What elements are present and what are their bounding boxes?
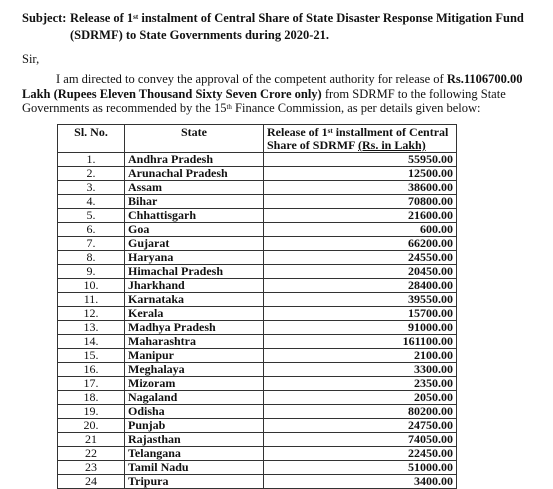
cell-sl-no: 2. [58, 167, 125, 181]
cell-amount: 2050.00 [264, 391, 457, 405]
header-release-sup: st [327, 127, 333, 135]
cell-sl-no: 7. [58, 237, 125, 251]
cell-state: Tripura [125, 475, 264, 489]
header-state: State [125, 125, 264, 153]
cell-amount: 51000.00 [264, 461, 457, 475]
table-row [58, 153, 457, 167]
cell-sl-no: 15. [58, 349, 125, 363]
table-row [58, 433, 457, 447]
cell-state: Bihar [125, 195, 264, 209]
table-row [58, 307, 457, 321]
subject-text [70, 10, 540, 44]
cell-state: Maharashtra [125, 335, 264, 349]
cell-amount: 28400.00 [264, 279, 457, 293]
cell-sl-no: 3. [58, 181, 125, 195]
cell-amount: 38600.00 [264, 181, 457, 195]
cell-amount: 600.00 [264, 223, 457, 237]
header-release-pre: Release of 1 [267, 125, 328, 139]
cell-state: Punjab [125, 419, 264, 433]
cell-sl-no: 20. [58, 419, 125, 433]
table-row [58, 321, 457, 335]
cell-amount: 24750.00 [264, 419, 457, 433]
cell-amount: 70800.00 [264, 195, 457, 209]
cell-sl-no: 8. [58, 251, 125, 265]
table-row [58, 279, 457, 293]
cell-sl-no: 24 [58, 475, 125, 489]
table-row [58, 167, 457, 181]
cell-amount: 2100.00 [264, 349, 457, 363]
cell-sl-no: 17. [58, 377, 125, 391]
para-part-2: from SDRMF to the following State Governments as recommended by the 15 [22, 86, 506, 115]
header-release-post: installment of Central Share of SDRMF [267, 125, 449, 152]
cell-amount: 20450.00 [264, 265, 457, 279]
table-row [58, 293, 457, 307]
cell-state: Manipur [125, 349, 264, 363]
cell-state: Telangana [125, 447, 264, 461]
salutation: Sir, [22, 52, 40, 66]
para-sup: th [226, 103, 232, 111]
cell-state: Rajasthan [125, 433, 264, 447]
cell-amount: 3300.00 [264, 363, 457, 377]
table-row [58, 195, 457, 209]
cell-sl-no: 13. [58, 321, 125, 335]
table-row [58, 181, 457, 195]
para-part-1: I am directed to convey the approval of the competent authority for release of [56, 72, 447, 86]
header-release-unit: (Rs. in Lakh) [358, 138, 426, 152]
cell-state: Tamil Nadu [125, 461, 264, 475]
cell-sl-no: 11. [58, 293, 125, 307]
cell-sl-no: 23 [58, 461, 125, 475]
cell-sl-no: 16. [58, 363, 125, 377]
table-row [58, 349, 457, 363]
cell-state: Kerala [125, 307, 264, 321]
subject-post: instalment of Central Share of State Disaster Response Mitigation Fund (SDRMF) to State Governments during 2020-21. [70, 11, 524, 42]
table-row [58, 237, 457, 251]
table-row [58, 405, 457, 419]
table-row [58, 335, 457, 349]
cell-amount: 2350.00 [264, 377, 457, 391]
cell-sl-no: 19. [58, 405, 125, 419]
cell-state: Chhattisgarh [125, 209, 264, 223]
cell-state: Karnataka [125, 293, 264, 307]
cell-sl-no: 6. [58, 223, 125, 237]
cell-state: Mizoram [125, 377, 264, 391]
subject-label: Subject: [22, 11, 67, 25]
table-row [58, 391, 457, 405]
cell-sl-no: 4. [58, 195, 125, 209]
table-row [58, 223, 457, 237]
table-row [58, 251, 457, 265]
cell-state: Jharkhand [125, 279, 264, 293]
header-release [264, 125, 457, 153]
cell-state: Arunachal Pradesh [125, 167, 264, 181]
cell-amount: 24550.00 [264, 251, 457, 265]
table-row [58, 475, 457, 489]
cell-state: Nagaland [125, 391, 264, 405]
release-table [57, 124, 457, 489]
cell-amount: 39550.00 [264, 293, 457, 307]
cell-sl-no: 22 [58, 447, 125, 461]
table-row [58, 209, 457, 223]
table-row [58, 265, 457, 279]
cell-sl-no: 18. [58, 391, 125, 405]
table-row [58, 363, 457, 377]
cell-state: Goa [125, 223, 264, 237]
subject-sup: st [133, 13, 139, 21]
cell-sl-no: 5. [58, 209, 125, 223]
cell-amount: 3400.00 [264, 475, 457, 489]
cell-amount: 21600.00 [264, 209, 457, 223]
cell-amount: 161100.00 [264, 335, 457, 349]
para-part-3: Finance Commission, as per details given below: [231, 101, 481, 115]
cell-sl-no: 10. [58, 279, 125, 293]
cell-sl-no: 14. [58, 335, 125, 349]
cell-state: Assam [125, 181, 264, 195]
cell-amount: 15700.00 [264, 307, 457, 321]
cell-state: Gujarat [125, 237, 264, 251]
subject-pre: Release of 1 [70, 11, 134, 25]
cell-state: Himachal Pradesh [125, 265, 264, 279]
cell-state: Meghalaya [125, 363, 264, 377]
cell-state: Odisha [125, 405, 264, 419]
cell-state: Andhra Pradesh [125, 153, 264, 167]
cell-amount: 22450.00 [264, 447, 457, 461]
cell-state: Madhya Pradesh [125, 321, 264, 335]
table-header-row [58, 125, 457, 153]
table-row [58, 461, 457, 475]
cell-state: Haryana [125, 251, 264, 265]
cell-amount: 66200.00 [264, 237, 457, 251]
body-paragraph [22, 72, 548, 116]
cell-amount: 74050.00 [264, 433, 457, 447]
cell-sl-no: 9. [58, 265, 125, 279]
table-row [58, 419, 457, 433]
cell-sl-no: 12. [58, 307, 125, 321]
cell-amount: 80200.00 [264, 405, 457, 419]
header-sl-no: Sl. No. [58, 125, 125, 153]
cell-sl-no: 1. [58, 153, 125, 167]
cell-amount: 91000.00 [264, 321, 457, 335]
table-row [58, 377, 457, 391]
cell-amount: 12500.00 [264, 167, 457, 181]
cell-sl-no: 21 [58, 433, 125, 447]
para-amount: Rs.1106700.00 Lakh (Rupees Eleven Thousand Sixty Seven Crore only) [22, 72, 523, 101]
table-row [58, 447, 457, 461]
cell-amount: 55950.00 [264, 153, 457, 167]
